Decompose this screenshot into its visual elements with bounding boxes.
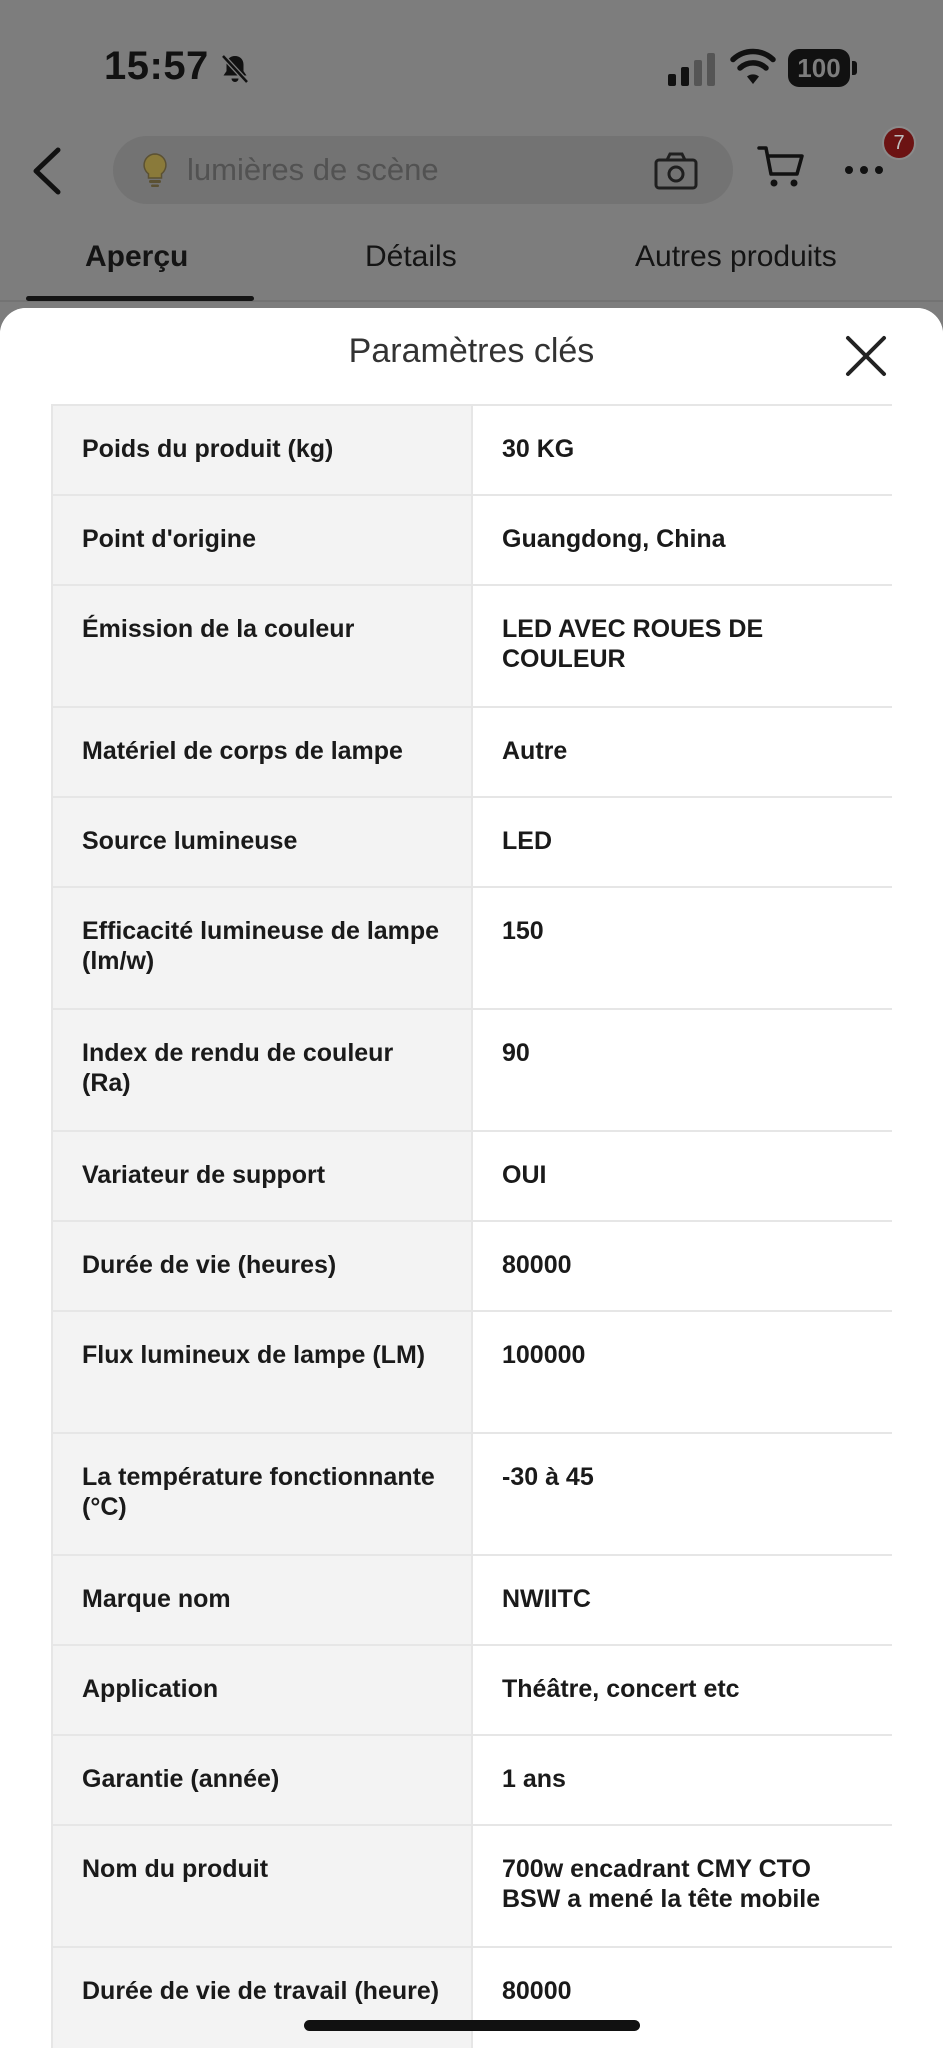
sheet-title: Paramètres clés	[348, 332, 595, 370]
table-row	[52, 1221, 892, 1311]
param-value: LED	[472, 797, 892, 887]
battery-icon	[788, 49, 858, 87]
param-value: OUI	[472, 1131, 892, 1221]
param-key: La température fonctionnante (°C)	[52, 1433, 472, 1555]
camera-icon[interactable]	[653, 151, 699, 191]
wifi-icon	[730, 48, 776, 86]
param-key: Efficacité lumineuse de lampe (lm/w)	[52, 887, 472, 1009]
parameters-table	[51, 404, 892, 2048]
tab-details[interactable]: Détails	[365, 240, 457, 273]
param-value: 150	[472, 887, 892, 1009]
param-key: Poids du produit (kg)	[52, 405, 472, 495]
param-value: 80000	[472, 1947, 892, 2048]
chevron-left-icon[interactable]	[28, 144, 68, 198]
param-value: -30 à 45	[472, 1433, 892, 1555]
param-key: Flux lumineux de lampe (LM)	[52, 1311, 472, 1433]
tab-apercu[interactable]: Aperçu	[85, 240, 189, 273]
param-value: Guangdong, China	[472, 495, 892, 585]
table-row	[52, 707, 892, 797]
table-row	[52, 1825, 892, 1947]
table-row	[52, 1433, 892, 1555]
table-row	[52, 1947, 892, 2048]
active-tab-indicator	[26, 296, 254, 301]
parameters-table-viewport[interactable]	[51, 404, 892, 2048]
param-key: Matériel de corps de lampe	[52, 707, 472, 797]
table-row	[52, 887, 892, 1009]
tab-autres-produits[interactable]: Autres produits	[635, 240, 837, 273]
sheet-header	[0, 308, 943, 404]
status-time: 15:57	[104, 44, 209, 88]
table-row	[52, 495, 892, 585]
param-value: Autre	[472, 707, 892, 797]
nav-bar	[0, 120, 943, 220]
param-key: Marque nom	[52, 1555, 472, 1645]
battery-level: 100	[797, 53, 841, 83]
more-icon[interactable]	[843, 164, 885, 176]
param-key: Nom du produit	[52, 1825, 472, 1947]
cart-icon[interactable]	[757, 144, 805, 190]
table-row	[52, 1131, 892, 1221]
table-row	[52, 1009, 892, 1131]
home-indicator[interactable]	[304, 2020, 640, 2031]
param-value: NWIITC	[472, 1555, 892, 1645]
search-placeholder: lumières de scène	[187, 152, 439, 187]
param-value: 700w encadrant CMY CTO BSW a mené la tête mobile	[472, 1825, 892, 1947]
param-value: 80000	[472, 1221, 892, 1311]
param-value: 100000	[472, 1311, 892, 1433]
cellular-signal-icon	[666, 52, 718, 86]
search-input[interactable]	[113, 136, 733, 204]
table-row	[52, 1311, 892, 1433]
bell-slash-icon	[218, 52, 252, 86]
param-value: 90	[472, 1009, 892, 1131]
param-value: Théâtre, concert etc	[472, 1645, 892, 1735]
cart-badge: 7	[882, 126, 916, 160]
param-value: LED AVEC ROUES DE COULEUR	[472, 585, 892, 707]
lightbulb-icon	[141, 152, 169, 188]
param-key: Source lumineuse	[52, 797, 472, 887]
param-key: Durée de vie de travail (heure)	[52, 1947, 472, 2048]
param-key: Index de rendu de couleur (Ra)	[52, 1009, 472, 1131]
param-key: Garantie (année)	[52, 1735, 472, 1825]
param-value: 30 KG	[472, 405, 892, 495]
table-row	[52, 405, 892, 495]
tab-bar	[0, 220, 943, 302]
param-key: Variateur de support	[52, 1131, 472, 1221]
table-row	[52, 797, 892, 887]
table-row	[52, 1645, 892, 1735]
param-value: 1 ans	[472, 1735, 892, 1825]
status-bar	[0, 0, 943, 120]
param-key: Durée de vie (heures)	[52, 1221, 472, 1311]
close-icon[interactable]	[838, 328, 894, 384]
table-row	[52, 1555, 892, 1645]
param-key: Émission de la couleur	[52, 585, 472, 707]
table-row	[52, 1735, 892, 1825]
param-key: Point d'origine	[52, 495, 472, 585]
key-parameters-sheet	[0, 308, 943, 2048]
param-key: Application	[52, 1645, 472, 1735]
table-row	[52, 585, 892, 707]
